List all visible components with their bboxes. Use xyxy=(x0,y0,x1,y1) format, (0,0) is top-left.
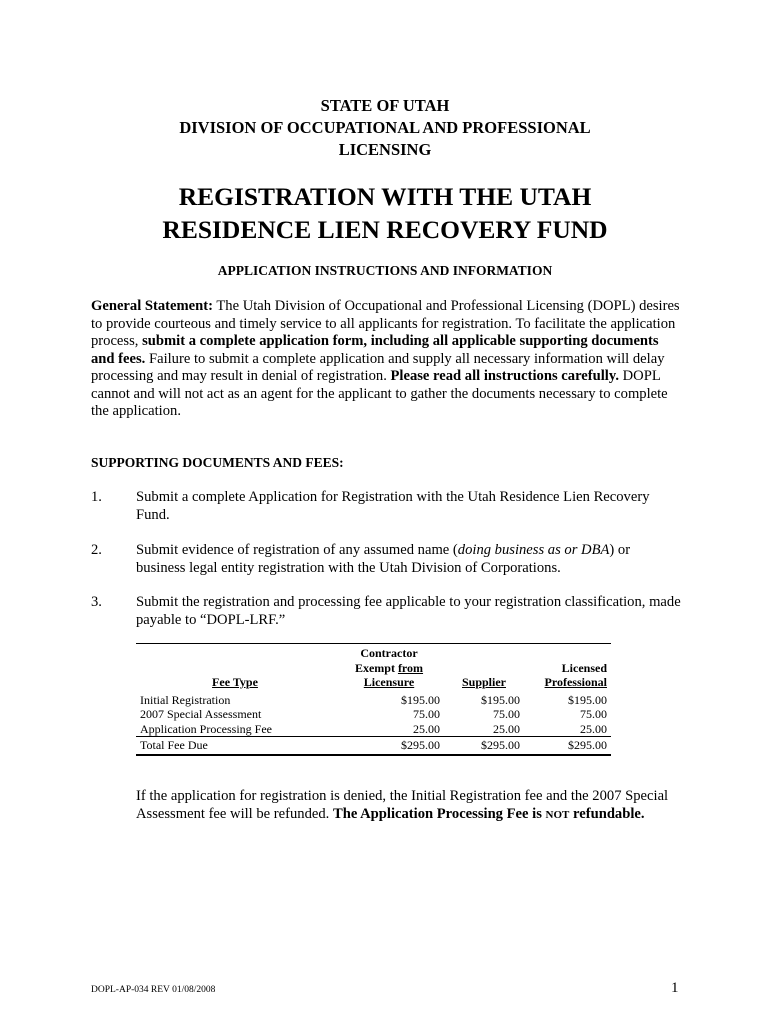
licensed-header-professional: Professional xyxy=(544,675,607,689)
refund-note-text: If the application for registration is denied, the Initial Registration fee and the 2007 Special Assessment fee will be refunded. xyxy=(136,788,669,822)
page-number: 1 xyxy=(671,980,679,996)
licensed-fee-cell: $195.00 xyxy=(568,692,607,707)
total-label-cell: Total Fee Due xyxy=(136,737,334,755)
supplier-header xyxy=(444,644,524,693)
contractor-header-line-3 xyxy=(338,675,440,690)
title-line-2: RESIDENCE LIEN RECOVERY FUND xyxy=(162,215,608,244)
list-item-number: 2. xyxy=(91,542,102,558)
list-item-number: 3. xyxy=(91,594,102,610)
fee-table-header-row xyxy=(136,644,611,693)
refund-note-not: NOT xyxy=(545,809,570,821)
contractor-header-from: from xyxy=(397,660,424,675)
total-supplier-cell: $295.00 xyxy=(444,737,524,755)
list-item-number: 1. xyxy=(91,489,102,505)
contractor-header-line-2 xyxy=(338,661,440,676)
licensed-fee-cell: 25.00 xyxy=(580,721,607,736)
refund-note-refundable: refundable. xyxy=(573,806,645,822)
list-item-text-b: ) or business legal entity registration with the Utah Division of Corporations. xyxy=(136,542,631,576)
licensed-header xyxy=(524,644,611,693)
agency-header xyxy=(0,95,770,161)
contractor-fee-cell: 25.00 xyxy=(413,721,440,736)
refund-note xyxy=(136,787,681,824)
general-statement-label: General Statement: xyxy=(91,298,213,314)
fee-type-cell: 2007 Special Assessment xyxy=(140,707,262,721)
contractor-header-exempt: Exempt xyxy=(354,660,398,675)
supplier-fee-cell: 75.00 xyxy=(493,707,520,721)
agency-line-licensing: LICENSING xyxy=(338,140,432,159)
title-line-1: REGISTRATION WITH THE UTAH xyxy=(178,182,592,211)
agency-line-state: STATE OF UTAH xyxy=(320,96,450,115)
contractor-header-line-1: Contractor xyxy=(360,646,418,660)
refund-note-bold: The Application Processing Fee is xyxy=(332,806,546,822)
general-bold-2: Please read all instructions carefully. xyxy=(390,368,619,384)
fee-table xyxy=(136,643,611,756)
licensed-header-line-2 xyxy=(528,675,607,690)
document-title xyxy=(0,180,770,246)
licensed-header-line-1: Licensed xyxy=(561,660,607,675)
fee-type-cell: Initial Registration xyxy=(140,692,231,707)
supporting-documents-heading: SUPPORTING DOCUMENTS AND FEES: xyxy=(91,455,344,470)
licensed-fee-cell: 75.00 xyxy=(580,707,607,721)
list-item-text-a: Submit evidence of registration of any assumed name ( xyxy=(136,542,458,558)
general-bold-1: submit a complete application form, including all applicable supporting documents and fees. xyxy=(91,333,659,367)
list-item-text xyxy=(136,542,681,577)
form-id-footer: DOPL-AP-034 REV 01/08/2008 xyxy=(91,985,216,995)
contractor-fee-cell: $195.00 xyxy=(401,692,440,707)
table-row xyxy=(136,722,611,737)
general-text-1: The Utah Division of Occupational and Professional Licensing (DOPL) desires to provide courteous and timely service to all applicants for registration. To facilitate the application process, xyxy=(91,298,680,349)
total-contractor-cell: $295.00 xyxy=(334,737,444,755)
supplier-fee-cell: $195.00 xyxy=(481,692,520,707)
agency-line-division: DIVISION OF OCCUPATIONAL AND PROFESSIONAL xyxy=(179,118,591,137)
contractor-header xyxy=(334,644,444,693)
list-item-text: Submit a complete Application for Registration with the Utah Residence Lien Recovery Fund. xyxy=(136,489,650,523)
fee-type-header xyxy=(136,644,334,693)
general-statement xyxy=(91,298,681,421)
list-item-text: Submit the registration and processing fee applicable to your registration classification, made payable to “DOPL-LRF.” xyxy=(136,594,681,628)
contractor-fee-cell: 75.00 xyxy=(413,707,440,721)
table-row xyxy=(136,707,611,722)
general-text-2: Failure to submit a complete application and supply all necessary information will delay processing and may result in denial of registration. xyxy=(91,350,665,384)
general-text-3: DOPL cannot and will not act as an agent for the applicant to gather the documents necessary to complete the application. xyxy=(91,368,668,419)
total-licensed-cell: $295.00 xyxy=(524,737,611,755)
table-row xyxy=(136,693,611,708)
document-subtitle: APPLICATION INSTRUCTIONS AND INFORMATION xyxy=(217,263,553,278)
contractor-header-licensure: Licensure xyxy=(363,675,415,689)
fee-type-header-text: Fee Type xyxy=(212,675,258,689)
total-row xyxy=(136,737,611,755)
supplier-fee-cell: 25.00 xyxy=(493,721,520,736)
list-item-italic: doing business as or DBA xyxy=(457,542,610,558)
fee-type-cell: Application Processing Fee xyxy=(140,721,272,736)
supplier-header-text: Supplier xyxy=(461,675,506,689)
